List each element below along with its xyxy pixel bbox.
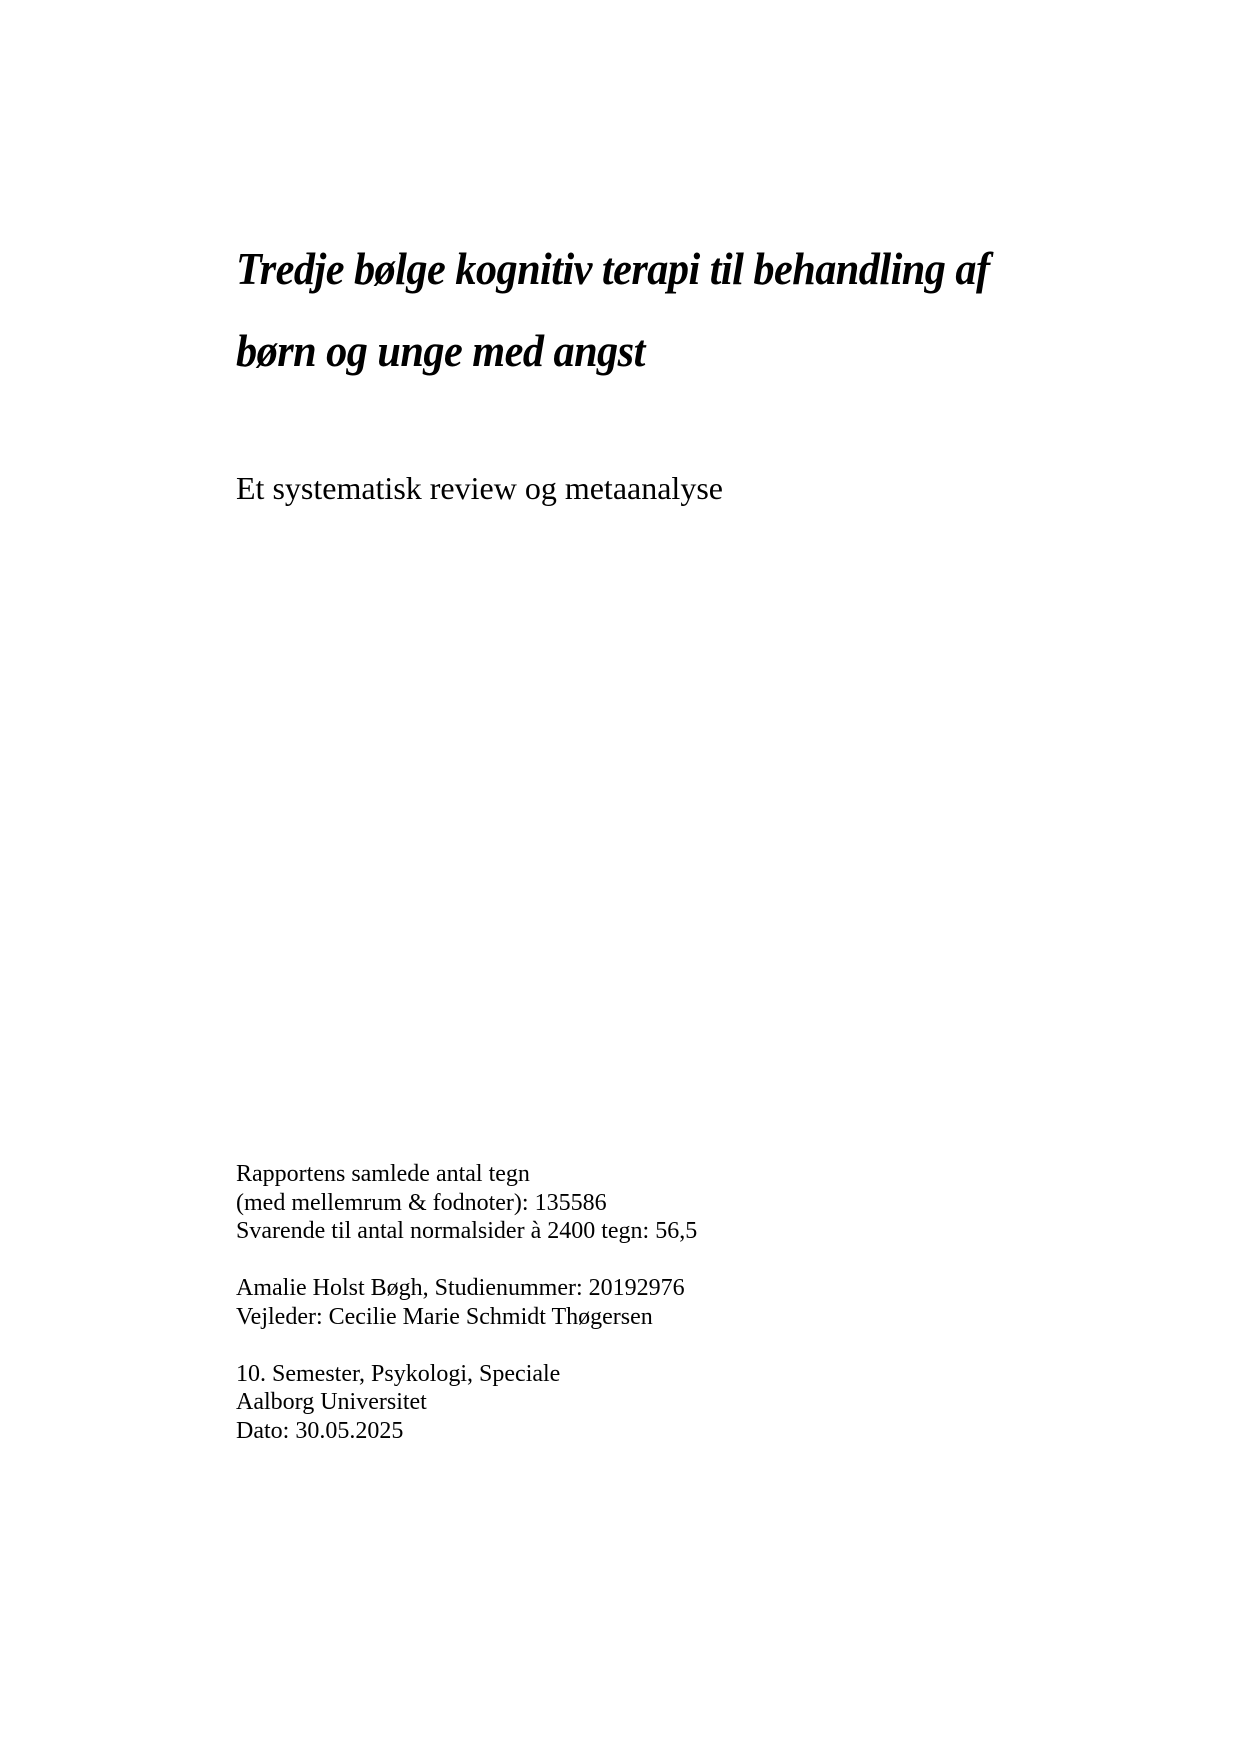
- character-count-line-3: Svarende til antal normalsider à 2400 tegn: 56,5: [236, 1218, 698, 1244]
- semester-line: 10. Semester, Psykologi, Speciale: [236, 1360, 561, 1387]
- author-line: Amalie Holst Bøgh, Studienummer: 20192976: [236, 1275, 685, 1301]
- date-line: Dato: 30.05.2025: [236, 1417, 404, 1444]
- document-title: [236, 228, 1156, 392]
- document-subtitle: Et systematisk review og metaanalyse: [236, 470, 723, 506]
- character-count-line-1: Rapportens samlede antal tegn: [236, 1161, 530, 1187]
- character-count-line-2: (med mellemrum & fodnoter): 135586: [236, 1189, 607, 1216]
- supervisor-line: Vejleder: Cecilie Marie Schmidt Thøgersen: [236, 1303, 653, 1330]
- university-line: Aalborg Universitet: [236, 1389, 427, 1415]
- character-count-info: [236, 1160, 697, 1246]
- report-info: [236, 1160, 697, 1474]
- title-line-2: børn og unge med angst: [236, 325, 645, 376]
- author-info: [236, 1274, 697, 1331]
- institution-info: [236, 1360, 697, 1446]
- title-line-1: Tredje bølge kognitiv terapi til behandling af: [236, 243, 990, 294]
